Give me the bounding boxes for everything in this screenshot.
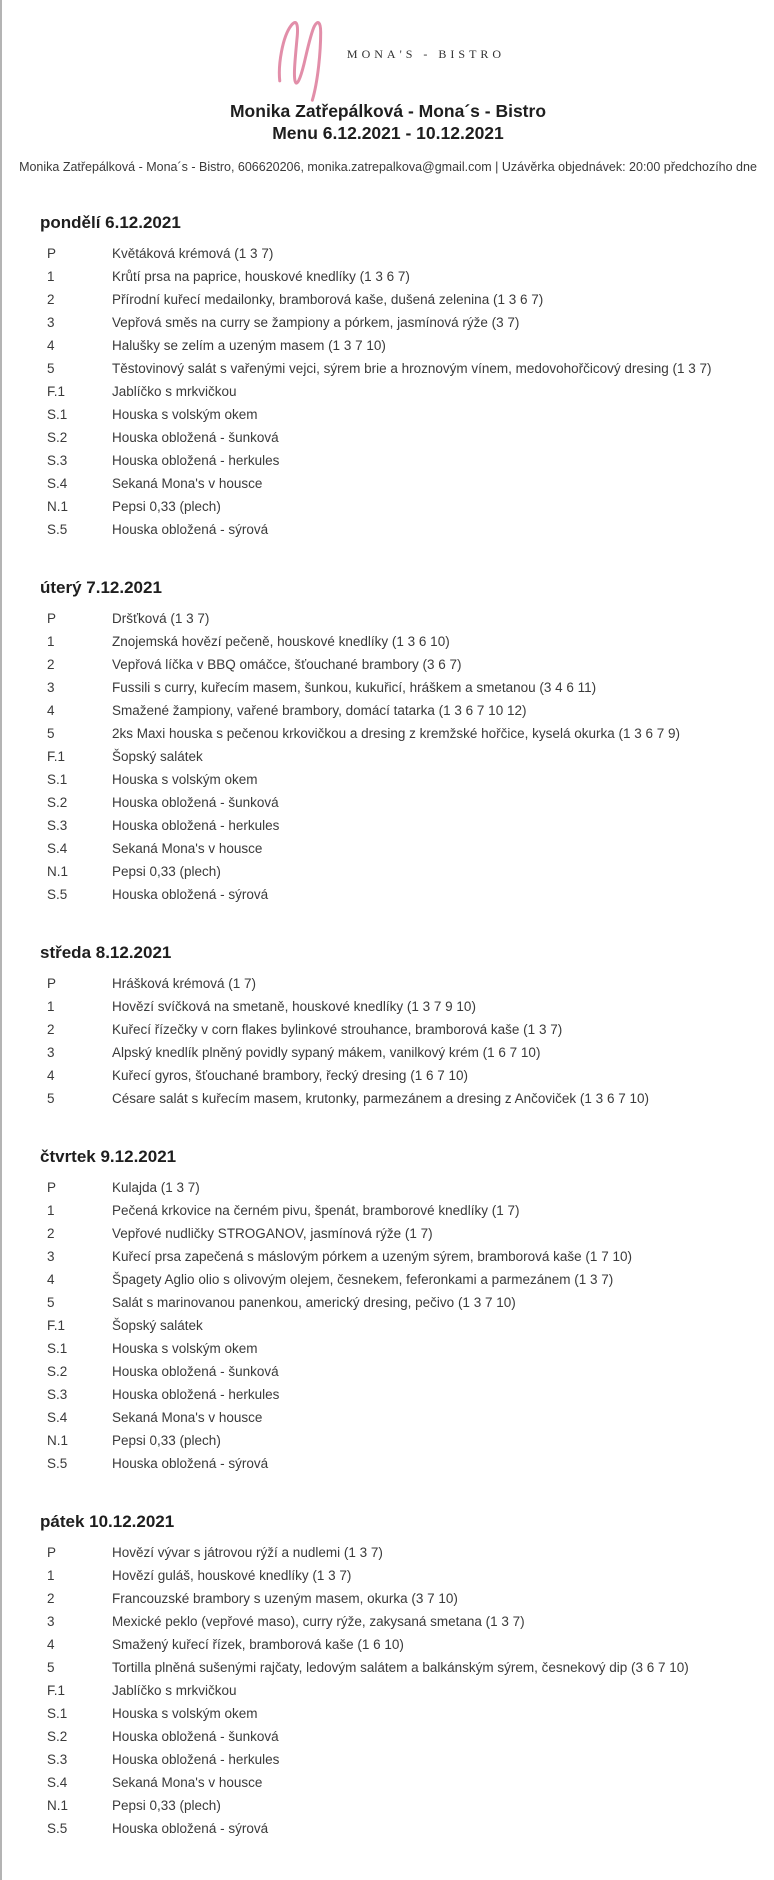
- menu-item-code: 4: [47, 338, 55, 353]
- menu-item-row: [2, 1337, 774, 1360]
- day-title: úterý 7.12.2021: [40, 578, 162, 597]
- menu-item-code: 4: [47, 1637, 55, 1652]
- menu-item-code: 2: [47, 1022, 55, 1037]
- menu-item-row: [2, 1383, 774, 1406]
- menu-item-row: [2, 1817, 774, 1840]
- menu-item-row: [2, 1679, 774, 1702]
- day-title: středa 8.12.2021: [40, 943, 172, 962]
- menu-item-code: 2: [47, 292, 55, 307]
- day-rows: [2, 1176, 774, 1475]
- menu-item-code: 1: [47, 634, 55, 649]
- menu-item-code: S.5: [47, 1821, 68, 1836]
- menu-item-text: Sekaná Mona's v housce: [112, 476, 263, 491]
- menu-item-row: [2, 630, 774, 653]
- menu-item-code: S.4: [47, 841, 68, 856]
- menu-item-code: S.1: [47, 1706, 68, 1721]
- day-title: pondělí 6.12.2021: [40, 213, 181, 232]
- day-section: [2, 943, 774, 1110]
- menu-item-code: P: [47, 246, 57, 261]
- menu-item-text: Kuřecí gyros, šťouchané brambory, řecký dresing (1 6 7 10): [112, 1068, 468, 1083]
- menu-date-range: Menu 6.12.2021 - 10.12.2021: [272, 123, 504, 143]
- day-title: čtvrtek 9.12.2021: [40, 1147, 177, 1166]
- menu-item-text: Šopský salátek: [112, 1318, 203, 1333]
- menu-item-code: 2: [47, 1226, 55, 1241]
- menu-item-text: Dršťková (1 3 7): [112, 611, 210, 626]
- menu-item-text: Jablíčko s mrkvičkou: [112, 384, 237, 399]
- menu-item-text: Houska s volským okem: [112, 407, 258, 422]
- menu-item-text: Houska obložená - herkules: [112, 1752, 280, 1767]
- menu-item-text: Smažené žampiony, vařené brambory, domácí tatarka (1 3 6 7 10 12): [112, 703, 527, 718]
- menu-item-row: [2, 653, 774, 676]
- menu-item-text: Sekaná Mona's v housce: [112, 841, 263, 856]
- day-rows: [2, 242, 774, 541]
- menu-item-code: S.3: [47, 818, 68, 833]
- menu-item-text: Francouzské brambory s uzeným masem, okurka (3 7 10): [112, 1591, 458, 1606]
- menu-item-text: Pečená krkovice na černém pivu, špenát, bramborové knedlíky (1 7): [112, 1203, 520, 1218]
- menu-item-text: Vepřová líčka v BBQ omáčce, šťouchané brambory (3 6 7): [112, 657, 462, 672]
- menu-item-text: Houska obložená - sýrová: [112, 1821, 269, 1836]
- menu-item-row: [2, 814, 774, 837]
- contact-line: Monika Zatřepálková - Mona´s - Bistro, 606620206, monika.zatrepalkova@gmail.com | Uzávěrka objednávek: 20:00 předchozího dne: [19, 160, 757, 174]
- menu-item-row: [2, 1041, 774, 1064]
- menu-item-code: S.4: [47, 1410, 68, 1425]
- menu-item-text: Smažený kuřecí řízek, bramborová kaše (1 6 10): [112, 1637, 404, 1652]
- menu-item-text: Houska obložená - šunková: [112, 1364, 279, 1379]
- menu-item-text: Hrášková krémová (1 7): [112, 976, 257, 991]
- menu-item-row: [2, 1564, 774, 1587]
- menu-item-code: N.1: [47, 864, 69, 879]
- day-rows: [2, 972, 774, 1110]
- menu-item-code: 3: [47, 680, 55, 695]
- menu-item-code: F.1: [47, 384, 66, 399]
- menu-item-row: [2, 495, 774, 518]
- menu-item-code: 1: [47, 1568, 55, 1583]
- menu-item-text: Fussili s curry, kuřecím masem, šunkou, kukuřicí, hráškem a smetanou (3 4 6 11): [112, 680, 597, 695]
- menu-item-row: [2, 722, 774, 745]
- menu-item-code: P: [47, 1180, 57, 1195]
- menu-item-code: 1: [47, 1203, 55, 1218]
- menu-item-text: Znojemská hovězí pečeně, houskové knedlíky (1 3 6 10): [112, 634, 450, 649]
- menu-item-text: Hovězí vývar s játrovou rýží a nudlemi (1 3 7): [112, 1545, 383, 1560]
- menu-item-row: [2, 1360, 774, 1383]
- day-section: [2, 1147, 774, 1475]
- menu-item-row: [2, 1725, 774, 1748]
- menu-item-code: N.1: [47, 499, 69, 514]
- menu-item-text: Sekaná Mona's v housce: [112, 1410, 263, 1425]
- menu-item-code: 1: [47, 999, 55, 1014]
- menu-item-row: [2, 403, 774, 426]
- day-section: [2, 578, 774, 906]
- menu-item-row: [2, 1702, 774, 1725]
- day-title: pátek 10.12.2021: [40, 1512, 175, 1531]
- menu-item-text: Kulajda (1 3 7): [112, 1180, 200, 1195]
- menu-item-row: [2, 1176, 774, 1199]
- menu-item-row: [2, 1587, 774, 1610]
- title-block: [2, 100, 774, 144]
- menu-item-code: 3: [47, 1614, 55, 1629]
- menu-item-code: 3: [47, 1249, 55, 1264]
- menu-item-code: 2: [47, 657, 55, 672]
- menu-item-code: F.1: [47, 749, 66, 764]
- menu-item-code: S.2: [47, 795, 68, 810]
- menu-item-text: Pepsi 0,33 (plech): [112, 1798, 221, 1813]
- menu-item-code: P: [47, 1545, 57, 1560]
- menu-item-text: Houska obložená - šunková: [112, 795, 279, 810]
- day-section: [2, 213, 774, 541]
- menu-item-code: S.5: [47, 522, 68, 537]
- menu-item-code: 4: [47, 703, 55, 718]
- menu-item-row: [2, 518, 774, 541]
- menu-item-row: [2, 242, 774, 265]
- brand-wordmark: MONA'S - BISTRO: [346, 46, 506, 61]
- menu-item-row: [2, 380, 774, 403]
- menu-item-row: [2, 334, 774, 357]
- menu-item-code: F.1: [47, 1683, 66, 1698]
- menu-item-text: Alpský knedlík plněný povidly sypaný mákem, vanilkový krém (1 6 7 10): [112, 1045, 541, 1060]
- menu-item-row: [2, 288, 774, 311]
- menu-item-text: Kuřecí řízečky v corn flakes bylinkové strouhance, bramborová kaše (1 3 7): [112, 1022, 563, 1037]
- menu-item-row: [2, 1633, 774, 1656]
- menu-item-row: [2, 676, 774, 699]
- menu-item-code: S.1: [47, 1341, 68, 1356]
- menu-item-row: [2, 860, 774, 883]
- menu-item-code: 5: [47, 361, 55, 376]
- menu-item-code: S.3: [47, 1387, 68, 1402]
- menu-item-row: [2, 311, 774, 334]
- menu-item-row: [2, 1314, 774, 1337]
- menu-item-code: 5: [47, 1091, 55, 1106]
- menu-item-text: Kuřecí prsa zapečená s máslovým pórkem a uzeným sýrem, bramborová kaše (1 7 10): [112, 1249, 632, 1264]
- menu-item-row: [2, 1429, 774, 1452]
- monas-monogram-icon: [271, 14, 329, 102]
- menu-item-text: Pepsi 0,33 (plech): [112, 499, 221, 514]
- menu-item-code: S.2: [47, 430, 68, 445]
- menu-item-code: N.1: [47, 1433, 69, 1448]
- menu-item-row: [2, 1245, 774, 1268]
- menu-item-text: Houska s volským okem: [112, 1341, 258, 1356]
- menu-item-code: S.4: [47, 1775, 68, 1790]
- menu-item-row: [2, 607, 774, 630]
- menu-item-text: Jablíčko s mrkvičkou: [112, 1683, 237, 1698]
- menu-item-text: Houska obložená - šunková: [112, 1729, 279, 1744]
- menu-item-code: S.1: [47, 772, 68, 787]
- menu-item-row: [2, 791, 774, 814]
- menu-item-code: S.5: [47, 1456, 68, 1471]
- menu-item-text: Vepřová směs na curry se žampiony a pórkem, jasmínová rýže (3 7): [112, 315, 520, 330]
- menu-item-row: [2, 1452, 774, 1475]
- menu-item-row: [2, 1064, 774, 1087]
- menu-item-text: Hovězí svíčková na smetaně, houskové knedlíky (1 3 7 9 10): [112, 999, 476, 1014]
- menu-item-text: Salát s marinovanou panenkou, americký dresing, pečivo (1 3 7 10): [112, 1295, 516, 1310]
- menu-item-code: F.1: [47, 1318, 66, 1333]
- menu-item-code: S.4: [47, 476, 68, 491]
- menu-item-code: S.3: [47, 453, 68, 468]
- menu-item-row: [2, 1222, 774, 1245]
- menu-item-code: 5: [47, 1660, 55, 1675]
- menu-item-text: Houska obložená - sýrová: [112, 1456, 269, 1471]
- menu-item-row: [2, 449, 774, 472]
- menu-item-code: S.3: [47, 1752, 68, 1767]
- menu-item-code: S.2: [47, 1729, 68, 1744]
- menu-item-row: [2, 995, 774, 1018]
- menu-item-row: [2, 1656, 774, 1679]
- menu-item-text: Květáková krémová (1 3 7): [112, 246, 274, 261]
- menu-item-row: [2, 768, 774, 791]
- menu-item-code: 3: [47, 1045, 55, 1060]
- menu-item-text: Krůtí prsa na paprice, houskové knedlíky (1 3 6 7): [112, 269, 410, 284]
- menu-item-row: [2, 1541, 774, 1564]
- menu-item-row: [2, 357, 774, 380]
- menu-item-row: [2, 472, 774, 495]
- menu-item-code: 2: [47, 1591, 55, 1606]
- menu-days: [2, 213, 774, 1880]
- menu-item-text: Houska obložená - sýrová: [112, 887, 269, 902]
- menu-item-text: Mexické peklo (vepřové maso), curry rýže, zakysaná smetana (1 3 7): [112, 1614, 525, 1629]
- menu-item-code: N.1: [47, 1798, 69, 1813]
- menu-item-row: [2, 1018, 774, 1041]
- menu-item-text: Hovězí guláš, houskové knedlíky (1 3 7): [112, 1568, 352, 1583]
- menu-item-code: S.1: [47, 407, 68, 422]
- menu-item-code: S.2: [47, 1364, 68, 1379]
- menu-item-code: 1: [47, 269, 55, 284]
- menu-item-text: Pepsi 0,33 (plech): [112, 864, 221, 879]
- menu-item-row: [2, 837, 774, 860]
- menu-item-text: Houska obložená - herkules: [112, 1387, 280, 1402]
- day-rows: [2, 607, 774, 906]
- menu-item-row: [2, 1794, 774, 1817]
- menu-item-row: [2, 1291, 774, 1314]
- menu-item-text: Houska obložená - sýrová: [112, 522, 269, 537]
- page-title: Monika Zatřepálková - Mona´s - Bistro: [229, 101, 547, 121]
- menu-item-row: [2, 972, 774, 995]
- menu-item-code: 5: [47, 1295, 55, 1310]
- day-rows: [2, 1541, 774, 1840]
- menu-item-text: Houska obložená - šunková: [112, 430, 279, 445]
- menu-item-text: Vepřové nudličky STROGANOV, jasmínová rýže (1 7): [112, 1226, 433, 1241]
- menu-item-row: [2, 1610, 774, 1633]
- menu-item-text: Pepsi 0,33 (plech): [112, 1433, 221, 1448]
- menu-item-text: Halušky se zelím a uzeným masem (1 3 7 10): [112, 338, 386, 353]
- menu-item-row: [2, 1771, 774, 1794]
- menu-item-text: Houska obložená - herkules: [112, 453, 280, 468]
- menu-item-row: [2, 1268, 774, 1291]
- menu-item-code: P: [47, 611, 57, 626]
- menu-item-text: Césare salát s kuřecím masem, krutonky, parmezánem a dresing z Ančoviček (1 3 6 7 10): [112, 1091, 649, 1106]
- menu-item-code: 4: [47, 1272, 55, 1287]
- menu-item-row: [2, 1199, 774, 1222]
- menu-item-code: S.5: [47, 887, 68, 902]
- menu-item-row: [2, 883, 774, 906]
- menu-item-row: [2, 426, 774, 449]
- menu-item-text: Šopský salátek: [112, 749, 203, 764]
- menu-item-text: Tortilla plněná sušenými rajčaty, ledovým salátem a balkánským sýrem, česnekový dip (3 6 7 10): [112, 1660, 689, 1675]
- menu-item-row: [2, 1087, 774, 1110]
- menu-item-text: Houska s volským okem: [112, 772, 258, 787]
- logo: [2, 0, 774, 94]
- menu-item-text: Houska s volským okem: [112, 1706, 258, 1721]
- menu-item-text: 2ks Maxi houska s pečenou krkovičkou a dresing z kremžské hořčice, kyselá okurka (1 3 6 7 9): [112, 726, 681, 741]
- menu-item-text: Špagety Aglio olio s olivovým olejem, česnekem, feferonkami a parmezánem (1 3 7): [112, 1272, 614, 1287]
- menu-item-code: 3: [47, 315, 55, 330]
- menu-item-code: 4: [47, 1068, 55, 1083]
- menu-item-row: [2, 265, 774, 288]
- menu-item-text: Houska obložená - herkules: [112, 818, 280, 833]
- menu-item-row: [2, 699, 774, 722]
- menu-item-row: [2, 1406, 774, 1429]
- menu-item-text: Přírodní kuřecí medailonky, bramborová kaše, dušená zelenina (1 3 6 7): [112, 292, 544, 307]
- menu-item-text: Sekaná Mona's v housce: [112, 1775, 263, 1790]
- menu-item-code: 5: [47, 726, 55, 741]
- menu-item-code: P: [47, 976, 57, 991]
- menu-item-text: Těstovinový salát s vařenými vejci, sýrem brie a hroznovým vínem, medovohořčicový dresing (1 3 7): [112, 361, 712, 376]
- menu-item-row: [2, 745, 774, 768]
- menu-item-row: [2, 1748, 774, 1771]
- day-section: [2, 1512, 774, 1840]
